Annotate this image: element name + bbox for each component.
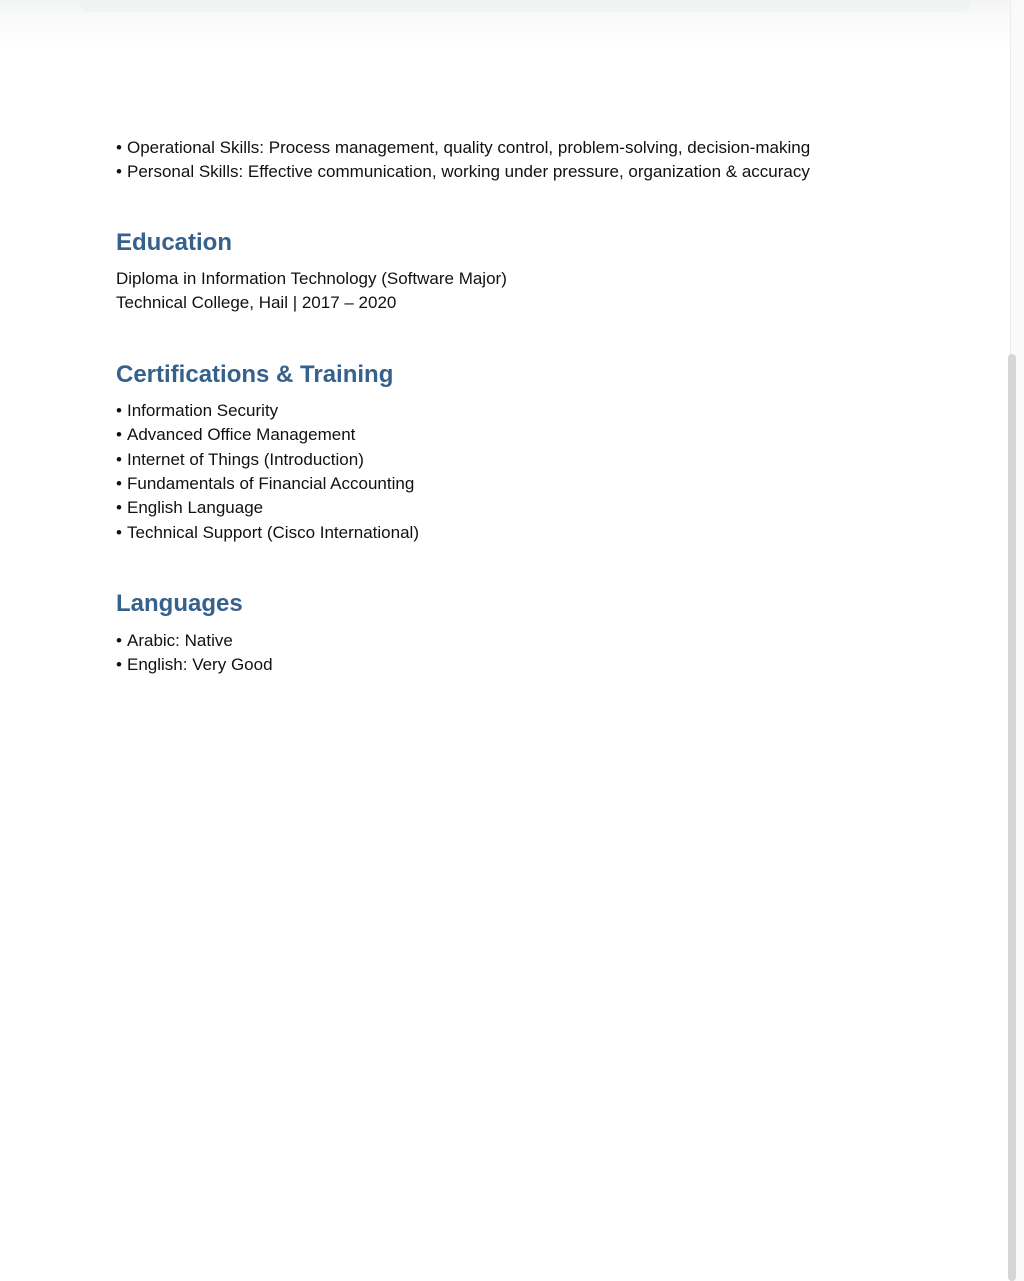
education-institution: Technical College, Hail | 2017 – 2020 xyxy=(116,292,397,312)
language-text: English: Very Good xyxy=(127,655,273,675)
certification-text: Internet of Things (Introduction) xyxy=(127,449,364,469)
skills-list xyxy=(116,136,976,185)
bullet-icon: • xyxy=(116,655,122,675)
bullet-icon: • xyxy=(116,474,122,494)
list-item xyxy=(116,423,976,447)
bullet-icon: • xyxy=(116,449,122,469)
certification-text: Information Security xyxy=(127,401,279,421)
top-fade-shadow xyxy=(0,0,1010,52)
scrollbar-thumb[interactable] xyxy=(1008,354,1016,1281)
certification-text: Fundamentals of Financial Accounting xyxy=(127,474,415,494)
skill-text: Operational Skills: Process management, quality control, problem-solving, decision-making xyxy=(127,138,811,157)
certifications-list xyxy=(116,399,976,545)
list-item xyxy=(116,521,976,545)
certifications-heading: Certifications & Training xyxy=(116,361,394,389)
bullet-icon: • xyxy=(116,425,122,445)
bullet-icon: • xyxy=(116,138,122,157)
education-details xyxy=(116,267,976,316)
list-item xyxy=(116,653,976,677)
list-item xyxy=(116,472,976,496)
list-item xyxy=(116,136,976,160)
certification-text: Technical Support (Cisco International) xyxy=(127,522,419,542)
list-item xyxy=(116,448,976,472)
list-item xyxy=(116,629,976,653)
certification-text: English Language xyxy=(127,498,264,518)
list-item xyxy=(116,496,976,520)
list-item xyxy=(116,399,976,423)
languages-list xyxy=(116,629,976,678)
bullet-icon: • xyxy=(116,630,122,650)
bullet-icon: • xyxy=(116,401,122,421)
certification-text: Advanced Office Management xyxy=(127,425,356,445)
bullet-icon: • xyxy=(116,522,122,542)
language-text: Arabic: Native xyxy=(127,630,233,650)
education-heading: Education xyxy=(116,228,233,256)
skill-text: Personal Skills: Effective communication, working under pressure, organization & accuracy xyxy=(127,162,810,182)
education-degree: Diploma in Information Technology (Software Major) xyxy=(116,268,507,288)
bullet-icon: • xyxy=(116,162,122,182)
bullet-icon: • xyxy=(116,498,122,518)
list-item xyxy=(116,160,976,184)
languages-heading: Languages xyxy=(116,589,243,617)
resume-page xyxy=(116,136,976,678)
